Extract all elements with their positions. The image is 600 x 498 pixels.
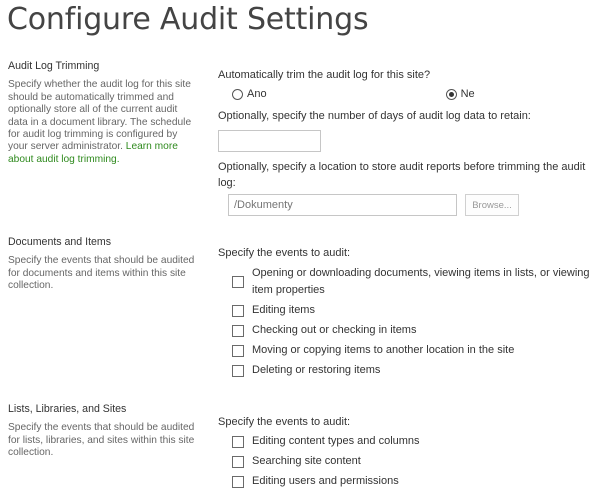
lists-events-prompt: Specify the events to audit:: [218, 416, 351, 428]
lists-settings: [218, 414, 593, 490]
location-row: [218, 194, 593, 216]
page-title: Configure Audit Settings: [7, 2, 369, 37]
documents-event-row[interactable]: [218, 342, 593, 359]
trimming-settings: [218, 67, 593, 216]
checkbox-search-content[interactable]: [232, 456, 244, 468]
trim-option-no[interactable]: [446, 88, 475, 100]
event-label: Editing items: [252, 304, 315, 316]
documents-events-prompt: Specify the events to audit:: [218, 247, 351, 259]
trim-prompt: Automatically trim the audit log for this site?: [218, 69, 431, 81]
lists-event-row[interactable]: [218, 453, 593, 470]
trim-option-yes[interactable]: [232, 88, 267, 100]
trim-option-no-label: Ne: [460, 88, 475, 100]
checkbox-delete-restore[interactable]: [232, 365, 244, 377]
lists-section-title: Lists, Libraries, and Sites: [8, 403, 127, 415]
checkbox-checkout-checkin[interactable]: [232, 325, 244, 337]
checkbox-editing-items[interactable]: [232, 305, 244, 317]
documents-event-row[interactable]: [218, 302, 593, 319]
trim-radio-group: [218, 86, 593, 102]
trim-option-yes-label: Ano: [247, 88, 267, 100]
radio-yes[interactable]: [232, 89, 243, 100]
documents-settings: [218, 245, 593, 379]
event-label: Editing users and permissions: [252, 475, 399, 487]
event-label: Searching site content: [252, 455, 361, 467]
days-prompt: Optionally, specify the number of days of audit log data to retain:: [218, 110, 531, 122]
checkbox-users-permissions[interactable]: [232, 476, 244, 488]
documents-section-title: Documents and Items: [8, 236, 112, 248]
checkbox-move-copy[interactable]: [232, 345, 244, 357]
trimming-section-info: [8, 60, 198, 166]
lists-section-info: [8, 403, 198, 460]
documents-event-row[interactable]: [218, 265, 593, 299]
trimming-section-title: Audit Log Trimming: [8, 60, 100, 72]
event-label: Moving or copying items to another location in the site: [252, 344, 515, 356]
documents-event-row[interactable]: [218, 322, 593, 339]
event-label: Opening or downloading documents, viewing items in lists, or viewing item properties: [252, 267, 590, 296]
location-prompt: Optionally, specify a location to store audit reports before trimming the audit log:: [218, 161, 586, 189]
checkbox-open-download[interactable]: [232, 276, 244, 288]
documents-section-description: Specify the events that should be audited for documents and items within this site collection.: [8, 255, 195, 292]
browse-button[interactable]: Browse...: [465, 194, 519, 216]
documents-event-row[interactable]: [218, 362, 593, 379]
event-label: Deleting or restoring items: [252, 364, 381, 376]
checkbox-content-types[interactable]: [232, 436, 244, 448]
learn-more-link[interactable]: Learn more about audit log trimming.: [8, 141, 178, 165]
event-label: Editing content types and columns: [252, 435, 420, 447]
lists-section-description: Specify the events that should be audited for lists, libraries, and sites within this site collection.: [8, 422, 195, 459]
documents-section-info: [8, 236, 198, 293]
event-label: Checking out or checking in items: [252, 324, 417, 336]
location-input[interactable]: [228, 194, 457, 216]
lists-event-row[interactable]: [218, 433, 593, 450]
trimming-section-description: Specify whether the audit log for this site should be automatically trimmed and optionally store all of the current audit data in a document library. The schedule for audit log trimming is configured by your server administrator.: [8, 79, 192, 153]
radio-no[interactable]: [446, 89, 457, 100]
lists-event-row[interactable]: [218, 473, 593, 490]
days-input[interactable]: [218, 130, 321, 152]
